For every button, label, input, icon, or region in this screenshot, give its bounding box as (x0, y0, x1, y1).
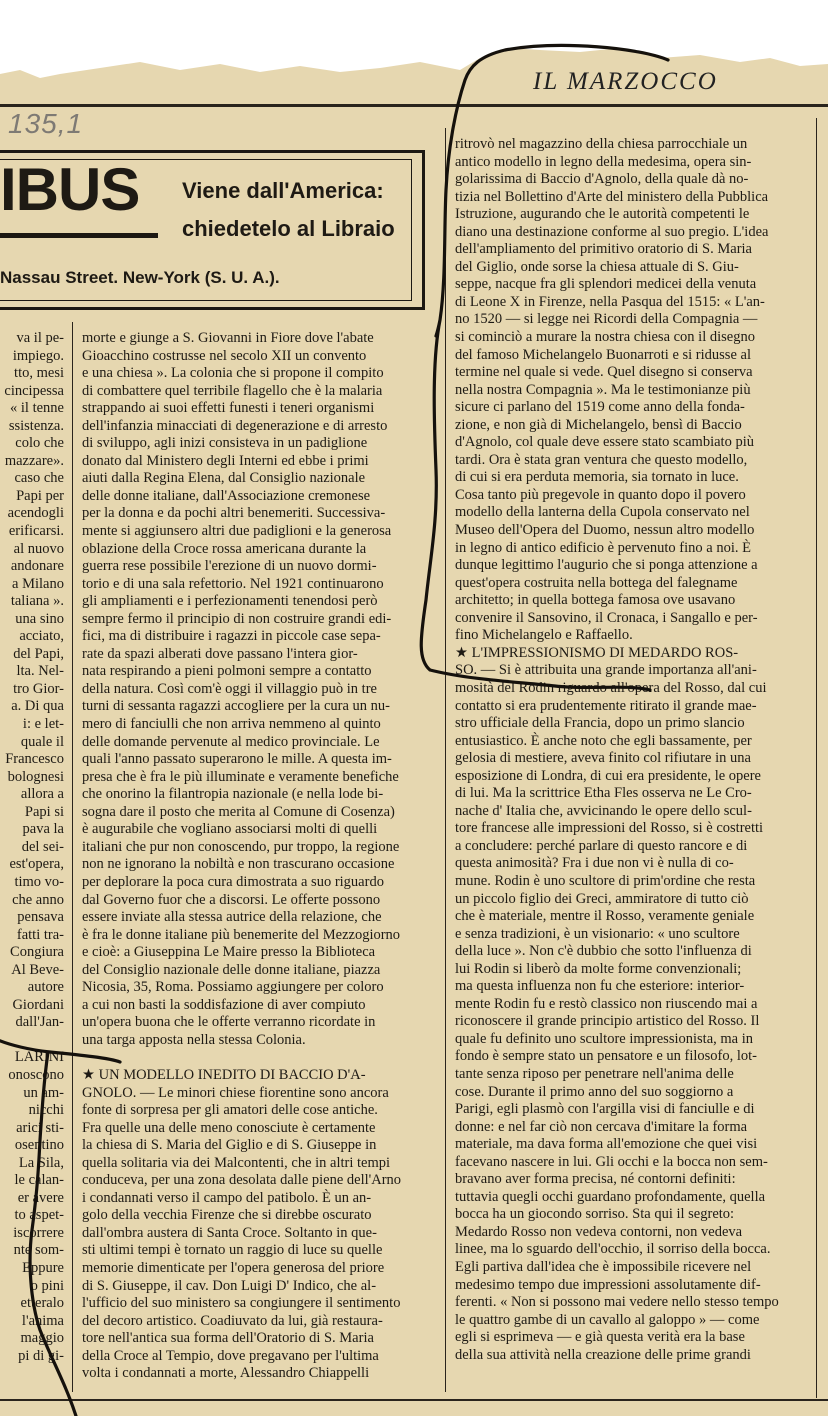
text-line: sempre fermo il principio di non costruire grandi edi- (82, 610, 392, 627)
text-line: del sei- (21, 838, 64, 855)
text-line: nte som- (13, 1242, 64, 1259)
text-line: aiuti dalla Regina Elena, dal Consiglio nazionale (82, 470, 366, 487)
text-line: presa che è fra le più illuminate e veramente benefiche (82, 768, 399, 785)
text-line: no 1520 — si legge nei Ricordi della Compagnia — (455, 311, 758, 328)
text-line: convenire il Sansovino, il Cronaca, i Sangallo e per- (455, 609, 758, 626)
text-line: tore nell'antica sua forma dell'Oratorio di S. Maria (82, 1330, 374, 1347)
text-line: sogna dare il posto che merita al Comune di Cosenza) (82, 803, 395, 820)
text-line: medesimo tempo due impressioni assolutamente dif- (455, 1276, 761, 1293)
text-line: taliana ». (10, 593, 64, 610)
text-line: linee, ma lo sguardo dell'occhio, il sorriso della bocca. (455, 1241, 771, 1258)
text-line: donne: e nel far ciò non cercava d'imitare la forma (455, 1118, 748, 1135)
text-line: o pini (30, 1277, 64, 1294)
text-line: nicchi (28, 1102, 64, 1119)
text-line: gelosia di mestiere, aveva finito col rifiutare in una (455, 750, 751, 767)
text-line: quali l'anno passato superarono le mille. A questa im- (82, 751, 392, 768)
text-line: Francesco (5, 751, 64, 768)
text-line: questa animosità? Fra i due non vi è nulla di co- (455, 855, 734, 872)
text-line: per la donna e da pochi altri benemeriti. Successiva- (82, 505, 386, 522)
text-line: mente Rodin fu e restò classico non riuscendo mai a (455, 995, 758, 1012)
text-line: turni di sessanta ragazzi accogliere per la cura un nu- (82, 698, 390, 715)
text-line: etteralo (20, 1295, 64, 1312)
text-line: egli si esprimeva — e già questa verità era la base (455, 1329, 745, 1346)
text-line: architetto; in quella bottega famosa ove usavano (455, 592, 736, 609)
text-line: quale il (20, 733, 64, 750)
text-line: ma questa influenza non fu che esteriore: interior- (455, 978, 745, 995)
text-line: tro Gior- (13, 680, 64, 697)
text-line: lta. Nel- (16, 663, 64, 680)
text-line: che è materiale, mentre il Rosso, veramente geniale (455, 908, 755, 925)
text-line: stro ufficiale della Francia, dopo un primo slancio (455, 715, 745, 732)
text-line: fici, ma di distribuire i ragazzi in piccole case sepa- (82, 628, 381, 645)
text-line: si cominciò a murare la nostra chiesa con il disegno (455, 329, 755, 346)
text-line: un'opera buona che le offerte verranno ricordate in (82, 1014, 376, 1031)
text-line: mosità del Rodin riguardo all'opera del Rosso, dal cui (455, 679, 767, 696)
text-line: va il pe- (16, 330, 64, 346)
text-line: mazzare». (4, 452, 64, 469)
text-line: « il tenne (10, 400, 64, 417)
text-line: guerra rese possibile l'erezione di un nuovo dormi- (82, 558, 377, 575)
text-line: entusiastico. È anche noto che egli bassamente, per (455, 732, 752, 749)
text-line: Parigi, egli plasmò con l'argilla visi di fanciulle e di (455, 1101, 755, 1118)
text-line: tizia nel Bollettino d'Arte del ministero della Pubblica (455, 188, 769, 205)
text-line: cose. Durante il primo anno del suo soggiorno a (455, 1083, 734, 1100)
text-line: ritrovò nel magazzino della chiesa parrocchiale un (455, 136, 748, 152)
text-line: maggio (20, 1330, 64, 1347)
text-line: quale fu definito uno scultore impressionista, ma in (455, 1030, 753, 1047)
text-line: Egli partiva dall'idea che è impossibile ricevere nel (455, 1259, 752, 1275)
text-line: dell'infanzia minacciati di degenerazione e di arresto (82, 417, 388, 434)
text-line: dal Governo fuor che a discorsi. Le offerte possono (82, 891, 381, 908)
text-line: della sua attività nella creazione delle prime grandi (455, 1346, 751, 1363)
text-line: bolognesi (7, 768, 64, 785)
text-line: Nicosia, 35, Roma. Possiamo aggiungere per coloro (82, 979, 384, 996)
text-line: seppe, nacque fra gli splendori medicei della venuta (455, 276, 757, 293)
text-line: Fra quelle una delle meno conosciute è certamente (82, 1119, 376, 1136)
text-line: in legno di antico edificio è pervenuto fino a noi. È (455, 539, 751, 556)
text-line: osentino (14, 1137, 64, 1154)
text-line: che onorino la filantropia nazionale (e nella lode bi- (82, 786, 384, 803)
text-line: bocca ha un giocondo sorriso. Sta qui il segreto: (455, 1206, 735, 1223)
text-line: timo vo- (14, 873, 64, 890)
text-line: GNOLO. — Le minori chiese fiorentine sono ancora (82, 1084, 389, 1101)
text-line: antico modello in legno della medesima, opera sin- (455, 153, 752, 170)
text-line: cincipessa (4, 382, 64, 399)
publication-title: IL MARZOCCO (533, 68, 718, 95)
text-line: er avere (17, 1189, 64, 1206)
text-line: La Sila, (18, 1154, 64, 1171)
text-line: andonare (10, 558, 64, 575)
text-line: volta i condannati a morte, Alessandro Chiappelli (82, 1365, 370, 1382)
text-line: Cosa tanto più pregevole in quanto dopo il povero (455, 486, 746, 503)
text-line: per deplorare la poca cura dimostrata a suo riguardo (82, 873, 384, 890)
text-line: to aspet- (14, 1207, 64, 1224)
text-line: dell'ampliamento del primitivo oratorio di S. Maria (455, 241, 752, 258)
text-line: essere inviate alla stessa autrice della relazione, che (82, 909, 382, 926)
text-line: contatto si era prudentemente ritirato il grande mae- (455, 697, 757, 714)
text-line: erificarsi. (8, 523, 64, 540)
text-line: facevano nascere in lui. Gli occhi e la bocca non sem- (455, 1153, 768, 1170)
text-line: fatti tra- (16, 926, 64, 943)
text-line: mero di fanciulli che non arriva nemmeno al quinto (82, 716, 381, 733)
text-line: di Leone X in Firenze, nella Pasqua del 1515: « L'an- (455, 293, 765, 310)
text-line: di sviluppo, agli inizi consisteva in un padiglione (82, 435, 368, 452)
text-line: di lui. Ma la scrittrice Etha Fles osserva ne Le Cro- (455, 785, 752, 802)
advertisement-slogan-line: Viene dall'America: (182, 178, 384, 203)
text-line: di S. Giuseppe, il cav. Don Luigi D' Indico, che al- (82, 1277, 377, 1294)
text-line: a concludere: perché parlare di questo rancore e di (455, 837, 748, 854)
text-line: nache d' Italia che, avvicinando le opere dello scul- (455, 802, 752, 819)
text-line: una sino (15, 610, 64, 627)
text-line: pi di gi- (18, 1347, 64, 1364)
text-line: della natura. Così com'è oggi il villaggio può in tre (82, 680, 377, 697)
text-line: diano una destinazione conforme al suo pregio. L'idea (455, 223, 769, 240)
text-line: LARINI (14, 1049, 64, 1066)
text-line: golarissima di Baccio d'Agnolo, della quale dà no- (455, 171, 749, 188)
text-line: e cioè: a Giuseppina Le Maire presso la Biblioteca (82, 944, 376, 961)
text-line: di combattere quel terribile flagello che è la malaria (82, 382, 383, 399)
text-line: nata respirando a pieni polmoni sempre a contatto (82, 663, 372, 680)
text-line: ★ UN MODELLO INEDITO DI BACCIO D'A- (82, 1066, 366, 1083)
text-line: acciato, (19, 628, 64, 645)
text-line: rate da spazi alberati dove passano l'intera gior- (82, 645, 358, 662)
text-line: che anno (12, 891, 64, 908)
text-line: modello della lanterna della Cupola conservato nel (455, 504, 750, 521)
text-line: sti ultimi tempi è tornato un raggio di luce su quelle (82, 1242, 383, 1259)
text-line: e senza tradizioni, è un visionario: « uno scultore (455, 925, 740, 942)
text-line: i: e let- (22, 716, 64, 733)
text-line: Papi si (24, 803, 64, 820)
archive-pencil-mark: 135,1 (8, 108, 84, 139)
text-line: della Croce al Tempio, dove pregavano per l'ultima (82, 1347, 379, 1364)
text-line: è fra le donne italiane più benemerite del Mezzogiorno (82, 926, 401, 943)
text-line: Giordani (12, 996, 64, 1013)
text-line: pensava (17, 909, 64, 926)
text-line: conduceva, per una zona desolata dalle piene dell'Arno (82, 1172, 402, 1189)
text-line: bravano aver forma precisa, né contorni definiti: (455, 1171, 736, 1188)
text-line: a cui non basti la soddisfazione di aver compiuto (82, 996, 366, 1013)
text-line: strappando ai suoi effetti funesti i teneri organismi (82, 400, 375, 417)
text-line: onoscono (8, 1066, 64, 1083)
text-line: del famoso Michelangelo Buonarroti e si ridusse al (455, 346, 751, 363)
text-line: pava la (22, 821, 64, 838)
text-line: fonte di sorpresa per gli amatori delle cose antiche. (82, 1102, 378, 1119)
text-line: è augurabile che vogliano associarsi molti di quelli (82, 821, 378, 838)
text-line: italiani che pur non conoscendo, pur troppo, la regione (82, 838, 400, 855)
advertisement-slogan-line: chiedetelo al Libraio (182, 216, 395, 241)
text-line: termine nel quale si vede. Quel disegno si conserva (455, 364, 753, 381)
text-line: Museo dell'Opera del Duomo, nessun altro modello (455, 522, 755, 539)
text-line: un am- (23, 1084, 64, 1101)
text-line: impiego. (12, 347, 64, 364)
text-line: del Giglio, onde sorse la chiesa attuale di S. Giu- (455, 258, 739, 275)
text-line: torio e di una sala refettorio. Nel 1921 continuarono (82, 575, 384, 592)
text-line: dall'Jan- (15, 1014, 64, 1031)
text-line: SO. — Si è attribuita una grande importanza all'ani- (455, 662, 757, 679)
text-line: arici sti- (16, 1119, 64, 1136)
text-line: della luce ». Non c'è dubbio che sotto l'influenza di (455, 943, 752, 960)
text-line: una targa apposta nella stessa Colonia. (82, 1031, 306, 1048)
text-line: tuttavia quegli occhi guardano profondamente, quella (455, 1188, 766, 1205)
text-line: memorie dimenticate per l'opera generosa del priore (82, 1259, 385, 1276)
text-line: caso che (14, 470, 64, 487)
text-line: delle domande pervenute al medico provinciale. Le (82, 733, 380, 750)
text-line: mente si aggiunsero altri due padiglioni e la generosa (82, 523, 392, 540)
text-line: esposizione di Londra, di cui era presidente, le opere (455, 767, 761, 784)
text-line: colo che (15, 435, 64, 452)
text-line: iscorrere (13, 1224, 64, 1241)
text-line: Congiura (10, 944, 64, 961)
text-line: sicure ci parlano del 1519 come anno della fonda- (455, 399, 745, 416)
text-line: ferenti. « Non si possono mai vedere nello stesso tempo (455, 1294, 779, 1311)
text-line: del Consiglio nazionale delle donne italiane, piazza (82, 961, 381, 978)
text-line: delle donne italiane, dall'Associazione cremonese (82, 487, 371, 504)
text-line: materiale, ma dava forma all'emozione che quei visi (455, 1136, 758, 1153)
text-line: d'Agnolo, col quale deve essere stato scambiato più (455, 434, 754, 451)
text-line: morte e giunge a S. Giovanni in Fiore dove l'abate (82, 330, 374, 346)
advertisement-brand: IBUS (0, 156, 140, 223)
text-line: quest'opera costruita nella bottega del falegname (455, 574, 738, 591)
text-line: allora a (20, 786, 64, 803)
text-line: mune. Rodin è uno scultore di prim'ordine che resta (455, 872, 756, 889)
text-line: non ne ignorano la nobiltà e non trascurano occasione (82, 856, 395, 873)
text-line: Medardo Rosso non vedeva contorni, non vedeva (455, 1223, 743, 1240)
text-line: la chiesa di S. Maria del Giglio e di S. Giuseppe in (82, 1137, 377, 1154)
text-line: tore francese alle impressioni del Rosso, si è costretti (455, 820, 764, 837)
text-line: Istruzione, augurando che le autorità competenti le (455, 206, 750, 223)
text-line: lui Rodin si liberò da molte forme convenzionali; (455, 960, 742, 977)
text-line: tardi. Ora è stata gran ventura che questo modello, (455, 451, 748, 468)
text-line: l'ufficio del suo ministero sa congiungere il sentimento (82, 1295, 401, 1312)
text-line: nella nostra Compagnia ». Ma le testimonianze più (455, 381, 751, 398)
advertisement-address: Nassau Street. New-York (S. U. A.). (0, 268, 280, 287)
text-line: a. Di qua (11, 698, 64, 715)
text-line: le quattro gambe di un cavallo al galoppo » — come (455, 1311, 760, 1328)
text-line: riconoscere il grande principio artistico del Rosso. Il (455, 1013, 760, 1030)
text-line: tto, mesi (14, 365, 64, 382)
text-line: del Papi, (13, 645, 64, 662)
text-line: del decoro artistico. Coadiuvato da lui, già restaura- (82, 1312, 383, 1329)
text-line: donato dal Ministero degli Interni ed ebbe i primi (82, 452, 369, 469)
text-line: fino Michelangelo e Raffaello. (455, 627, 633, 644)
text-line: ★ L'IMPRESSIONISMO DI MEDARDO ROS- (455, 644, 739, 661)
text-line: autore (27, 979, 64, 996)
text-line: dall'ombra austera di Santa Croce. Soltanto in que- (82, 1224, 377, 1241)
text-line: ssistenza. (8, 417, 64, 434)
text-line: al nuovo (13, 540, 64, 557)
text-line: a Milano (12, 575, 64, 592)
text-line: Gioacchino costrusse nel secolo XII un convento (82, 347, 367, 364)
text-line: fondo è sempre stato un pensatore e un filosofo, lot- (455, 1048, 758, 1065)
text-line: oblazione della Croce rossa americana durante la (82, 540, 367, 557)
text-line: acendogli (7, 505, 64, 522)
text-line: i condannati verso il campo del patibolo. È un an- (82, 1189, 372, 1206)
text-line: Eppure (22, 1259, 64, 1276)
text-line: dunque legittimo l'augurio che si ponga attenzione a (455, 557, 758, 574)
text-line: zione, e non già di Michelangelo, bensì di Baccio (455, 416, 742, 433)
text-line: un piccolo figlio dei Greci, ammiratore di tutto ciò (455, 890, 749, 907)
text-line: Papi per (16, 487, 64, 504)
text-line: est'opera, (9, 856, 64, 873)
text-line: Al Beve- (11, 961, 64, 978)
text-line: e una chiesa ». La colonia che si propone il compito (82, 365, 384, 382)
text-line: tante senza riposo per penetrare nell'anima delle (455, 1065, 734, 1082)
text-line: quella solitaria via dei Malcontenti, che in altri tempi (82, 1154, 391, 1171)
text-line: golo della vecchia Firenze che si direbbe oscurato (82, 1207, 372, 1224)
text-line: le calan- (14, 1172, 64, 1189)
text-line: l'anima (21, 1312, 64, 1329)
text-line: gli ampliamenti e i perfezionamenti tenendosi però (82, 593, 378, 610)
text-line: di cui si era perduta memoria, sia tornato in luce. (455, 469, 739, 486)
